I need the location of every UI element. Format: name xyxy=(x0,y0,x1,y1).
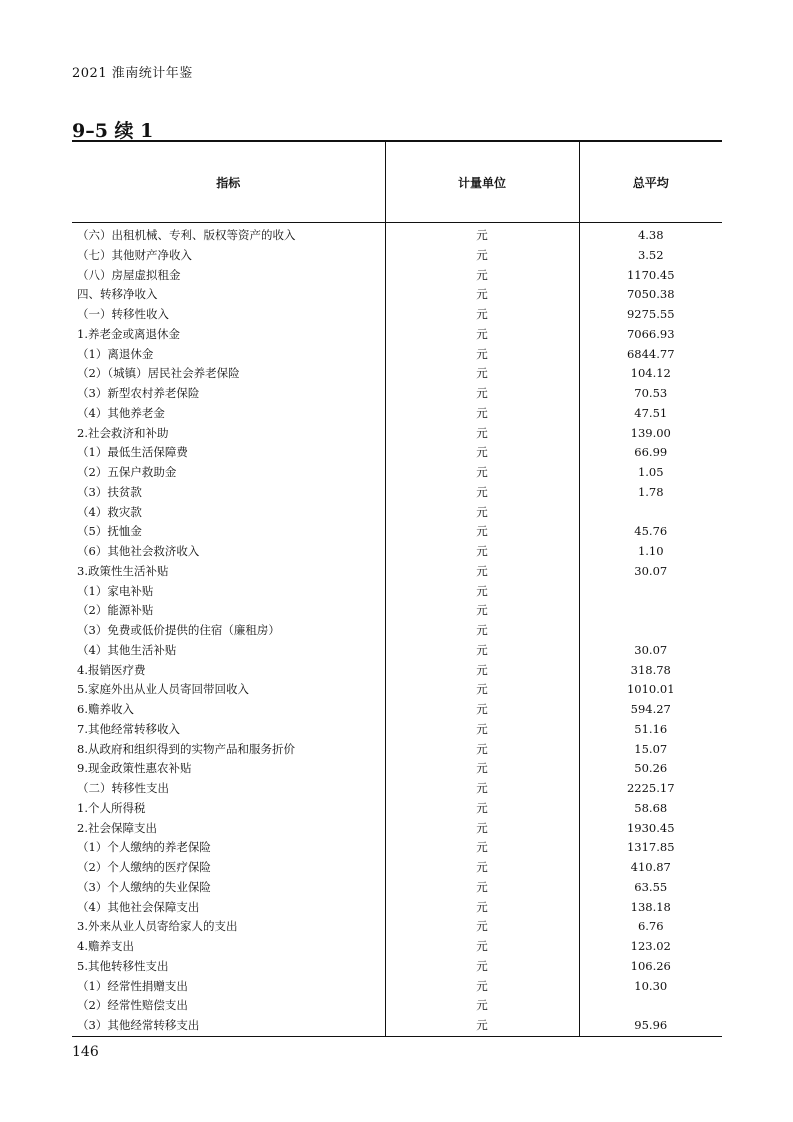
indicator-cell: （六）出租机械、专利、版权等资产的收入 xyxy=(77,228,296,242)
indicator-cell: （八）房屋虚拟租金 xyxy=(77,267,181,282)
indicator-cell: 1.养老金或离退休金 xyxy=(77,326,180,341)
unit-cell: 元 xyxy=(385,542,579,562)
table-row xyxy=(72,285,722,305)
unit-cell: 元 xyxy=(385,384,579,404)
indicator-cell: 四、转移净收入 xyxy=(77,287,158,302)
table-row xyxy=(72,266,722,286)
average-value-cell: 594.27 xyxy=(579,700,722,720)
indicator-cell: 5.其他转移性支出 xyxy=(77,958,169,973)
unit-cell: 元 xyxy=(385,443,579,463)
average-value-cell xyxy=(579,503,722,523)
table-row xyxy=(72,838,722,858)
unit-cell: 元 xyxy=(385,838,579,858)
unit-cell: 元 xyxy=(385,937,579,957)
indicator-cell: （二）转移性支出 xyxy=(77,781,169,795)
table-row xyxy=(72,463,722,483)
unit-cell: 元 xyxy=(385,641,579,661)
table-row xyxy=(72,977,722,997)
average-value-cell: 7066.93 xyxy=(579,325,722,345)
average-value-cell: 47.51 xyxy=(579,404,722,424)
average-value-cell: 95.96 xyxy=(579,1016,722,1036)
table-row xyxy=(72,601,722,621)
unit-cell: 元 xyxy=(385,522,579,542)
average-value-cell: 1.05 xyxy=(579,463,722,483)
table-row xyxy=(72,858,722,878)
indicator-cell: （3）新型农村养老保险 xyxy=(77,386,200,400)
indicator-cell: 8.从政府和组织得到的实物产品和服务折价 xyxy=(77,741,295,756)
indicator-cell: （5）抚恤金 xyxy=(77,524,142,539)
average-value-cell: 1.10 xyxy=(579,542,722,562)
average-value-cell: 1.78 xyxy=(579,483,722,503)
indicator-cell: （1）最低生活保障费 xyxy=(77,445,188,460)
table-row xyxy=(72,246,722,266)
indicator-cell: （2）五保户救助金 xyxy=(77,465,177,479)
unit-cell: 元 xyxy=(385,601,579,621)
indicator-cell: 3.外来从业人员寄给家人的支出 xyxy=(77,919,238,934)
unit-cell: 元 xyxy=(385,858,579,878)
indicator-cell: （2）个人缴纳的医疗保险 xyxy=(77,860,211,874)
table-row xyxy=(72,700,722,720)
unit-cell: 元 xyxy=(385,740,579,760)
table-title: 9–5 续 1 xyxy=(72,120,154,142)
unit-cell: 元 xyxy=(385,305,579,325)
table-row xyxy=(72,957,722,977)
unit-cell: 元 xyxy=(385,700,579,720)
unit-cell: 元 xyxy=(385,779,579,799)
unit-cell: 元 xyxy=(385,898,579,918)
table-row xyxy=(72,582,722,602)
table-row xyxy=(72,1016,722,1036)
table-row xyxy=(72,799,722,819)
unit-cell: 元 xyxy=(385,223,579,246)
unit-cell: 元 xyxy=(385,799,579,819)
indicator-cell: （七）其他财产净收入 xyxy=(77,247,192,262)
table-row xyxy=(72,720,722,740)
unit-cell: 元 xyxy=(385,562,579,582)
average-value-cell: 1317.85 xyxy=(579,838,722,858)
table-body xyxy=(72,223,722,1037)
average-value-cell xyxy=(579,582,722,602)
table-row xyxy=(72,661,722,681)
table-row xyxy=(72,404,722,424)
data-table-container xyxy=(72,140,722,1037)
unit-cell: 元 xyxy=(385,878,579,898)
indicator-cell: （3）免费或低价提供的住宿（廉租房） xyxy=(77,623,280,637)
average-value-cell: 58.68 xyxy=(579,799,722,819)
page-number: 146 xyxy=(72,1044,99,1060)
average-value-cell: 70.53 xyxy=(579,384,722,404)
indicator-cell: （3）扶贫款 xyxy=(77,484,142,499)
average-value-cell: 2225.17 xyxy=(579,779,722,799)
table-row xyxy=(72,878,722,898)
indicator-cell: （4）其他生活补贴 xyxy=(77,642,177,657)
unit-cell: 元 xyxy=(385,621,579,641)
average-value-cell: 15.07 xyxy=(579,740,722,760)
table-row xyxy=(72,325,722,345)
average-value-cell: 6844.77 xyxy=(579,345,722,365)
table-row xyxy=(72,917,722,937)
unit-cell: 元 xyxy=(385,661,579,681)
table-row xyxy=(72,305,722,325)
unit-cell: 元 xyxy=(385,917,579,937)
unit-cell: 元 xyxy=(385,680,579,700)
indicator-cell: 6.赡养收入 xyxy=(77,702,134,716)
indicator-cell: （6）其他社会救济收入 xyxy=(77,544,200,558)
column-header-unit: 计量单位 xyxy=(385,141,579,223)
indicator-cell: （2）能源补贴 xyxy=(77,603,154,618)
unit-cell: 元 xyxy=(385,345,579,365)
unit-cell: 元 xyxy=(385,977,579,997)
average-value-cell: 51.16 xyxy=(579,720,722,740)
column-header-indicator: 指标 xyxy=(72,141,385,223)
average-value-cell: 30.07 xyxy=(579,562,722,582)
unit-cell: 元 xyxy=(385,364,579,384)
average-value-cell xyxy=(579,621,722,641)
indicator-cell: 4.赡养支出 xyxy=(77,939,134,953)
table-row xyxy=(72,384,722,404)
column-header-average: 总平均 xyxy=(579,141,722,223)
average-value-cell: 1170.45 xyxy=(579,266,722,286)
indicator-cell: 2.社会救济和补助 xyxy=(77,425,169,440)
indicator-cell: （3）其他经常转移支出 xyxy=(72,1016,385,1036)
average-value-cell: 410.87 xyxy=(579,858,722,878)
average-value-cell: 139.00 xyxy=(579,424,722,444)
indicator-cell: （1）经常性捐赠支出 xyxy=(77,978,188,993)
indicator-cell: 7.其他经常转移收入 xyxy=(77,721,180,736)
table-row xyxy=(72,503,722,523)
unit-cell: 元 xyxy=(385,483,579,503)
average-value-cell: 66.99 xyxy=(579,443,722,463)
unit-cell: 元 xyxy=(385,759,579,779)
table-row xyxy=(72,996,722,1016)
unit-cell: 元 xyxy=(385,819,579,839)
table-row xyxy=(72,819,722,839)
indicator-cell: （3）个人缴纳的失业保险 xyxy=(77,879,211,894)
unit-cell: 元 xyxy=(385,996,579,1016)
indicator-cell: （2）（城镇）居民社会养老保险 xyxy=(77,366,240,381)
indicator-cell: （2）经常性赔偿支出 xyxy=(77,998,188,1013)
table-row xyxy=(72,759,722,779)
indicator-cell: 5.家庭外出从业人员寄回带回收入 xyxy=(77,682,249,697)
average-value-cell: 1010.01 xyxy=(579,680,722,700)
table-row xyxy=(72,898,722,918)
average-value-cell: 63.55 xyxy=(579,878,722,898)
indicator-cell: 1.个人所得税 xyxy=(77,800,146,815)
average-value-cell: 10.30 xyxy=(579,977,722,997)
table-row xyxy=(72,345,722,365)
average-value-cell: 9275.55 xyxy=(579,305,722,325)
unit-cell: 元 xyxy=(385,720,579,740)
average-value-cell: 4.38 xyxy=(579,223,722,246)
indicator-cell: 2.社会保障支出 xyxy=(77,820,157,835)
indicator-cell: 4.报销医疗费 xyxy=(77,662,146,677)
unit-cell: 元 xyxy=(385,463,579,483)
table-row xyxy=(72,522,722,542)
indicator-cell: （4）其他社会保障支出 xyxy=(77,899,200,914)
unit-cell: 元 xyxy=(385,246,579,266)
indicator-cell: （4）其他养老金 xyxy=(77,405,165,420)
data-table xyxy=(72,140,722,1037)
table-row xyxy=(72,223,722,246)
table-row xyxy=(72,937,722,957)
average-value-cell: 104.12 xyxy=(579,364,722,384)
average-value-cell: 50.26 xyxy=(579,759,722,779)
indicator-cell: （一）转移性收入 xyxy=(77,307,169,321)
unit-cell: 元 xyxy=(385,957,579,977)
table-row xyxy=(72,542,722,562)
table-row xyxy=(72,424,722,444)
average-value-cell: 1930.45 xyxy=(579,819,722,839)
unit-cell: 元 xyxy=(385,582,579,602)
indicator-cell: 3.政策性生活补贴 xyxy=(77,563,169,578)
table-row xyxy=(72,364,722,384)
unit-cell: 元 xyxy=(385,325,579,345)
unit-cell: 元 xyxy=(385,503,579,523)
unit-cell: 元 xyxy=(385,266,579,286)
average-value-cell: 45.76 xyxy=(579,522,722,542)
table-row xyxy=(72,443,722,463)
table-row xyxy=(72,740,722,760)
average-value-cell: 123.02 xyxy=(579,937,722,957)
table-row xyxy=(72,641,722,661)
average-value-cell: 106.26 xyxy=(579,957,722,977)
table-row xyxy=(72,562,722,582)
average-value-cell: 318.78 xyxy=(579,661,722,681)
average-value-cell: 7050.38 xyxy=(579,285,722,305)
indicator-cell: （1）离退休金 xyxy=(77,346,154,361)
table-row xyxy=(72,779,722,799)
table-row xyxy=(72,680,722,700)
indicator-cell: 9.现金政策性惠农补贴 xyxy=(77,761,192,776)
table-row xyxy=(72,621,722,641)
indicator-cell: （1）家电补贴 xyxy=(77,583,154,598)
table-row xyxy=(72,483,722,503)
unit-cell: 元 xyxy=(385,1016,579,1036)
average-value-cell: 6.76 xyxy=(579,917,722,937)
unit-cell: 元 xyxy=(385,285,579,305)
unit-cell: 元 xyxy=(385,404,579,424)
average-value-cell: 30.07 xyxy=(579,641,722,661)
average-value-cell xyxy=(579,996,722,1016)
average-value-cell: 138.18 xyxy=(579,898,722,918)
average-value-cell xyxy=(579,601,722,621)
average-value-cell: 3.52 xyxy=(579,246,722,266)
indicator-cell: （4）救灾款 xyxy=(77,504,142,519)
indicator-cell: （1）个人缴纳的养老保险 xyxy=(77,840,211,855)
table-header xyxy=(72,141,722,223)
running-head: 2021 淮南统计年鉴 xyxy=(72,66,193,81)
unit-cell: 元 xyxy=(385,424,579,444)
